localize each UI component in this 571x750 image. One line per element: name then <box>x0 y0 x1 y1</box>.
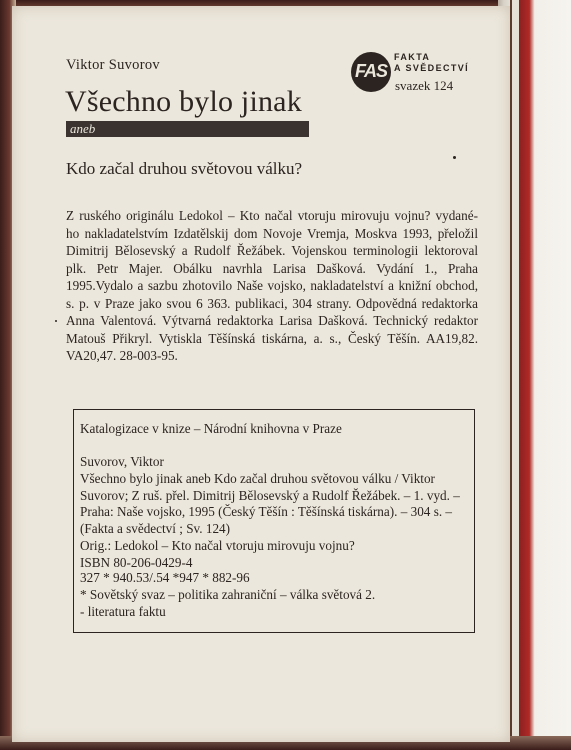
cip-record <box>80 454 460 572</box>
imprint-line: Z ruského originálu Ledokol – Kto načal vtoruju mirovuju vojnu? vydané- <box>66 208 478 223</box>
cip-heading: Katalogizace v knize – Národní knihovna v Praze <box>80 421 342 436</box>
volume-number: svazek 124 <box>395 78 454 93</box>
imprint-line: plk. Petr Majer. Obálku navrhla Larisa Dašková. Vydání 1., Praha <box>66 260 478 276</box>
right-cover <box>519 0 571 750</box>
series-line-2: A SVĚDECTVÍ <box>394 63 470 73</box>
cip-record-line: Orig.: Ledokol – Kto načal vtoruju mirovuju vojnu? <box>80 537 355 553</box>
imprint-line: Anna Valentová. Výtvarná redaktorka Larisa Dašková. Technický redaktor <box>66 313 478 328</box>
cip-record-line: Suvorov, Viktor <box>80 454 164 469</box>
imprint-line: Matouš Přikryl. Vytiskla Těšínská tiskárna, a. s., Český Těšín. AA19,82. <box>66 330 478 346</box>
cip-record-line: ISBN 80-206-0429-4 <box>80 554 193 570</box>
logo-lettering: FAS <box>354 61 387 81</box>
series-name <box>394 52 469 74</box>
imprint-line: ho nakladatelstvím Izdatělskij dom Novoje Vremja, Moskva 1993, přeložil <box>66 225 478 241</box>
aneb-label: aneb <box>70 121 96 136</box>
cip-record-line: (Fakta a svědectví ; Sv. 124) <box>80 521 231 537</box>
cip-subjects <box>80 570 375 620</box>
cip-catalog-box <box>73 409 475 633</box>
print-speck <box>55 320 57 322</box>
imprint-line: s. p. v Praze jako svou 6 363. publikaci, 304 strany. Odpovědná redaktorka <box>66 295 478 311</box>
imprint-line: 1995.Vydalo a sazbu zhotovilo Naše vojsko, nakladatelství a knižní obchod, <box>66 278 478 293</box>
cip-record-line: Všechno bylo jinak aneb Kdo začal druhou světovou válku / Viktor <box>80 470 435 486</box>
spine-line <box>510 0 512 750</box>
publisher-logo <box>351 52 391 92</box>
book-subtitle: Kdo začal druhou světovou válku? <box>66 159 303 178</box>
aneb-bar <box>66 121 309 137</box>
author-name: Viktor Suvorov <box>66 57 160 73</box>
cip-subject-line: * Sovětský svaz – politika zahraniční – válka světová 2. <box>80 586 376 602</box>
series-line-1: FAKTA <box>394 52 431 62</box>
imprint-line: VA20,47. 28-003-95. <box>66 348 178 363</box>
cip-subject-line: - literatura faktu <box>80 603 166 619</box>
book-title: Všechno bylo jinak <box>65 85 302 118</box>
imprint-line: Dimitrij Bělosevský a Rudolf Řežábek. Vojenskou terminologii lektoroval <box>66 243 478 258</box>
cip-subject-line: 327 * 940.53/.54 *947 * 882-96 <box>80 570 250 585</box>
cip-record-line: Praha: Naše vojsko, 1995 (Český Těšín : Těšínská tiskárna). – 304 s. – <box>80 504 453 520</box>
print-speck <box>453 156 456 159</box>
cip-record-line: Suvorov; Z ruš. přel. Dimitrij Bělosevský a Rudolf Řežábek. – 1. vyd. – <box>80 487 460 503</box>
imprint-paragraph <box>66 207 478 365</box>
